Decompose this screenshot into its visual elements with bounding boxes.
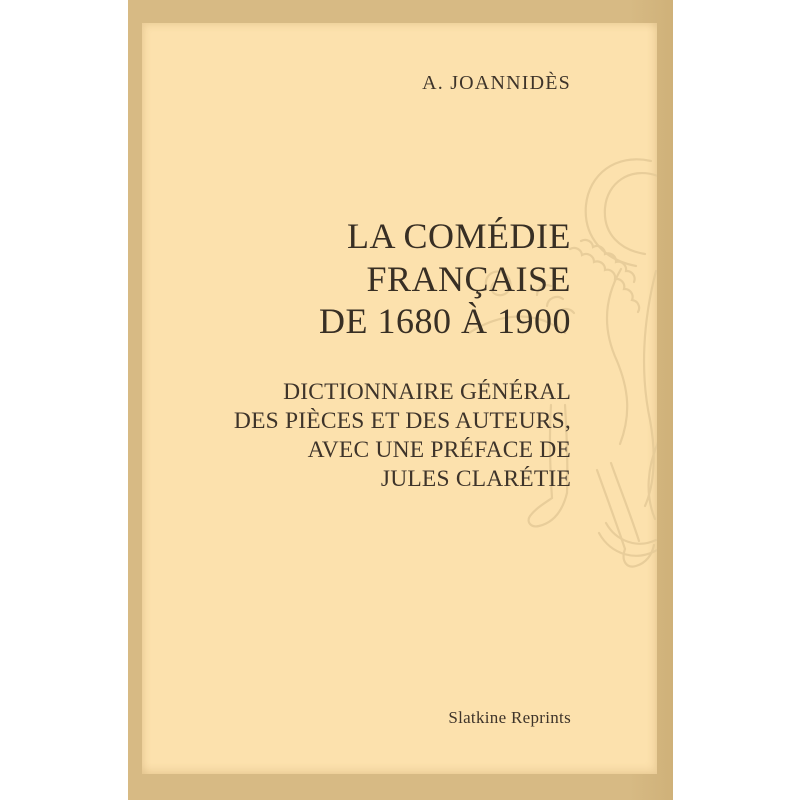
book-title: [162, 215, 571, 343]
publisher-name: Slatkine Reprints: [448, 708, 571, 727]
subtitle-line: JULES CLARÉTIE: [380, 466, 571, 492]
title-line: FRANÇAISE: [366, 258, 571, 299]
book-subtitle: [162, 378, 571, 494]
author-name: A. JOANNIDÈS: [422, 72, 571, 94]
subtitle-line: DICTIONNAIRE GÉNÉRAL: [283, 379, 571, 405]
title-line: DE 1680 À 1900: [319, 301, 571, 341]
cover-paper: [142, 23, 657, 774]
subtitle-line: DES PIÈCES ET DES AUTEURS,: [233, 408, 571, 434]
title-line: LA COMÉDIE: [347, 216, 571, 256]
subtitle-line: AVEC UNE PRÉFACE DE: [307, 437, 571, 463]
book-cover: [128, 0, 673, 800]
